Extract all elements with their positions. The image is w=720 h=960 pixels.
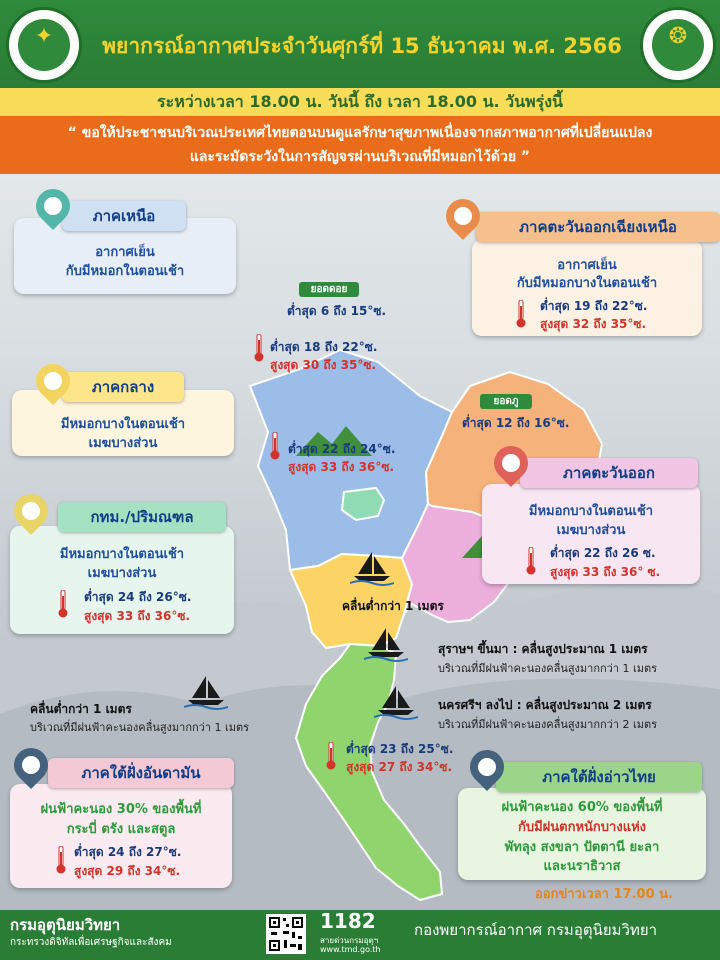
central-tab: ภาคกลาง — [62, 372, 184, 402]
qr-code-icon[interactable] — [266, 914, 306, 954]
east-line-1: มีหมอกบางในตอนเช้า — [528, 504, 654, 519]
peak-doi-label: ยอดดอย — [299, 282, 359, 297]
south-gulf-map-max-temp: สูงสุด 27 ถึง 34°ซ. — [346, 760, 453, 774]
northeast-line-2: กับมีหมอกบางในตอนเช้า — [516, 276, 658, 291]
upper-gulf-wave: คลื่นต่ำกว่า 1 เมตร — [342, 599, 444, 613]
south-andaman-min-temp: ต่ำสุด 24 ถึง 27°ซ. — [74, 845, 182, 859]
hotline-number: 1182 — [320, 909, 376, 933]
bangkok-line-2: เมฆบางส่วน — [87, 566, 157, 581]
east-line-2: เมฆบางส่วน — [556, 523, 626, 538]
advisory-line-1: “ ขอให้ประชาชนบริเวณประเทศไทยตอนบนดูแลรักษาสุขภาพเนื่องจากสภาพอากาศที่เปลี่ยนแปลง — [67, 125, 653, 141]
south-andaman-line-2: กระบี่ ตรัง และสตูล — [66, 822, 176, 837]
south-gulf-tab: ภาคใต้ฝั่งอ่าวไทย — [496, 762, 702, 792]
north-max-temp: สูงสุด 30 ถึง 35°ซ. — [270, 358, 377, 372]
issued-time: ออกข่าวเวลา 17.00 น. — [535, 887, 673, 902]
northeast-max-temp: สูงสุด 32 ถึง 35°ซ. — [540, 317, 647, 331]
south-gulf-line-2: กับมีฝนตกหนักบางแห่ง — [517, 820, 647, 835]
andaman-wave-note: บริเวณที่มีฝนฟ้าคะนองคลื่นสูงมากกว่า 1 เมตร — [30, 721, 250, 734]
northeast-line-1: อากาศเย็น — [557, 258, 617, 273]
surat-wave-note: บริเวณที่มีฝนฟ้าคะนองคลื่นสูงมากกว่า 1 เมตร — [438, 662, 658, 675]
north-line-1: อากาศเย็น — [95, 245, 155, 260]
ministry-seal-icon: ✦ — [6, 7, 82, 83]
bangkok-min-temp: ต่ำสุด 24 ถึง 26°ซ. — [84, 590, 192, 604]
hotline-caption-1: สายด่วนกรมอุตุฯ — [320, 936, 379, 945]
surat-wave-title: สุราษฯ ขึ้นมา : คลื่นสูงประมาณ 1 เมตร — [438, 642, 648, 656]
central-max-temp: สูงสุด 33 ถึง 36°ซ. — [288, 460, 395, 474]
peak-phu-label: ยอดภู — [480, 394, 532, 409]
thermometer-icon — [58, 590, 68, 618]
sailboat-icon — [374, 684, 418, 720]
nakhon-wave-note: บริเวณที่มีฝนฟ้าคะนองคลื่นสูงมากกว่า 2 เมตร — [438, 718, 658, 731]
central-min-temp: ต่ำสุด 22 ถึง 24°ซ. — [288, 442, 396, 456]
peak-phu-temp: ต่ำสุด 12 ถึง 16°ซ. — [462, 416, 570, 430]
sailboat-icon — [184, 674, 228, 710]
hotline-caption — [320, 936, 381, 954]
department-name: กรมอุตุนิยมวิทยา — [10, 916, 121, 934]
east-max-temp: สูงสุด 33 ถึง 36° ซ. — [550, 565, 661, 579]
north-min-temp: ต่ำสุด 18 ถึง 22°ซ. — [270, 340, 378, 354]
northeast-tab: ภาคตะวันออกเฉียงเหนือ — [476, 212, 720, 242]
south-gulf-line-4: และนราธิวาส — [543, 859, 621, 874]
north-line-2: กับมีหมอกในตอนเช้า — [65, 264, 185, 279]
south-andaman-line-1: ฝนฟ้าคะนอง 30% ของพื้นที่ — [40, 802, 202, 817]
south-gulf-line-1: ฝนฟ้าคะนอง 60% ของพื้นที่ — [501, 800, 663, 815]
page-title: พยากรณ์อากาศประจำวันศุกร์ที่ 15 ธันวาคม พ.ศ. 2566 — [102, 34, 622, 58]
south-andaman-max-temp: สูงสุด 29 ถึง 34°ซ. — [74, 864, 181, 878]
sailboat-icon — [350, 550, 394, 586]
bangkok-line-1: มีหมอกบางในตอนเช้า — [59, 547, 185, 562]
central-line-1: มีหมอกบางในตอนเช้า — [60, 417, 186, 432]
forecast-period: ระหว่างเวลา 18.00 น. วันนี้ ถึง เวลา 18.00 น. วันพรุ่งนี้ — [157, 92, 563, 111]
central-line-2: เมฆบางส่วน — [88, 436, 158, 451]
bangkok-tab: กทม./ปริมณฑล — [58, 502, 226, 532]
south-gulf-line-3: พัทลุง สงขลา ปัตตานี ยะลา — [504, 840, 660, 855]
nakhon-wave-title: นครศรีฯ ลงไป : คลื่นสูงประมาณ 2 เมตร — [438, 698, 652, 712]
thermometer-icon — [254, 334, 264, 362]
tmd-seal-icon: ❂ — [640, 7, 716, 83]
bureau-name: กองพยากรณ์อากาศ กรมอุตุนิยมวิทยา — [414, 921, 658, 939]
northeast-min-temp: ต่ำสุด 19 ถึง 22°ซ. — [540, 299, 648, 313]
thermometer-icon — [516, 300, 526, 328]
map-bangkok — [342, 488, 384, 520]
bangkok-max-temp: สูงสุด 33 ถึง 36°ซ. — [84, 609, 191, 623]
east-tab: ภาคตะวันออก — [520, 458, 698, 488]
north-tab: ภาคเหนือ — [62, 201, 186, 231]
sailboat-icon — [364, 626, 408, 662]
east-min-temp: ต่ำสุด 22 ถึง 26 ซ. — [550, 546, 656, 560]
peak-doi-temp: ต่ำสุด 6 ถึง 15°ซ. — [287, 304, 387, 318]
south-gulf-map-min-temp: ต่ำสุด 23 ถึง 25°ซ. — [346, 742, 454, 756]
ministry-name: กระทรวงดิจิทัลเพื่อเศรษฐกิจและสังคม — [10, 937, 172, 948]
andaman-wave-title: คลื่นต่ำกว่า 1 เมตร — [30, 702, 132, 716]
thermometer-icon — [270, 432, 280, 460]
advisory-line-2: และระมัดระวังในการสัญจรผ่านบริเวณที่มีหมอกไว้ด้วย ” — [189, 149, 531, 165]
thermometer-icon — [56, 846, 66, 874]
hotline-website[interactable]: www.tmd.go.th — [320, 945, 381, 954]
thermometer-icon — [326, 742, 336, 770]
south-andaman-tab: ภาคใต้ฝั่งอันดามัน — [48, 758, 234, 788]
thermometer-icon — [526, 547, 536, 575]
